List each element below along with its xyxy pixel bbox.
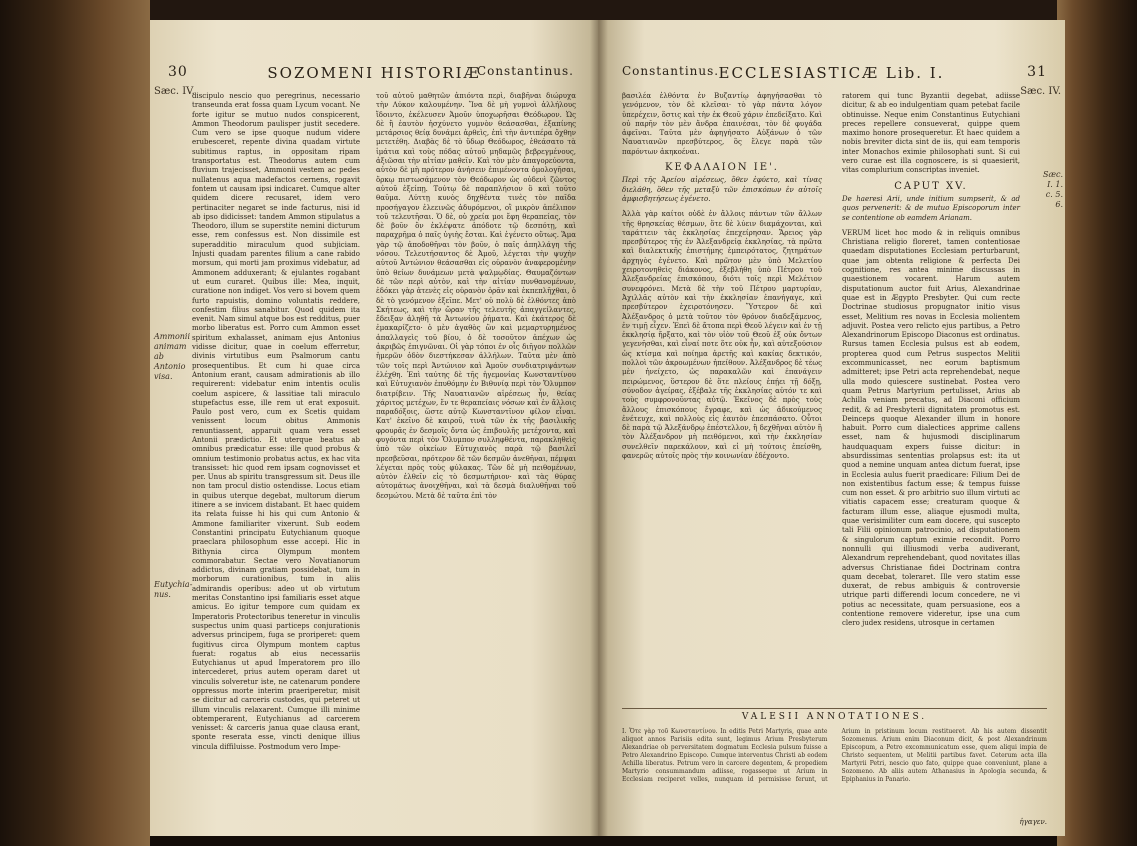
greek-chapter-heading: ΚΕΦΑΛΑΙΟΝ ΙΕ'.	[665, 162, 779, 174]
right-page	[598, 20, 1065, 836]
greek-chapter-summary: Περὶ τῆς Ἀρείου αἱρέσεως, ὅθεν ἐφύετο, καὶ τίνας διελάθη, ὅθεν τῆς μεταξὺ τῶν ἐπισκόπων ἐν αὐτοῖς ἀμφισβητήσεως ἐγένετο.	[622, 176, 822, 203]
right-latin-text-body: VERUM licet hoc modo & in reliquis omnibus Christiana religio floreret, tamen contentiosae quaedam disputationes Ecclesiam perturbarunt, quae jam obtenta religione & perfecta Dei cognitione, res antea minime discussas in quaestionem vocarent. Harum autem disputationum auctor fuit Arius, Alexandrinae quae est in Ægypto Presbyter. Qui cum recte Doctrinae studiosus propugnator initio visus esset, Melitium res novas in Ecclesia molientem adjuvit. Postea vero relicto ejus partibus, a Petro Alexandrinorum Episcopo Diaconus est ordinatus. Rursus tamen Ecclesia pulsus est ab eodem, propterea quod cum Petrus suspectos Melitii excommunicasset, nec eorum baptismum admitteret; ipse Petri acta reprehendebat, neque ulla modo quiescere sustinebat. Postea vero quam Petrus Martyrium pertulisset, Arius ab Achilla veniam precatus, ad Diaconi officium redit, & ad Presbyterii dignitatem promotus est. Deinceps quoque Alexander illum in honore habuit. Porro cum dialectices apprime callens esset, nam & hujusmodi disciplinarum haudquaquam expers fuisse dicitur: in absurdissimas sententias prolapsus est: ita ut quod a nemine unquam antea dictum fuerat, ipse in Ecclesia aulus fuerit praedicare: Filium Dei de non existentibus factum esse; & tempus fuisse cum non esset. & pro arbitrio suo illum virtuti ac vitiatis capacem esse; creaturam quoque & facturam illum esse, aliaque ejusmodi multa, quae verisimiliter cum eam docere, qui suscepto tali Filii opinionum patrocinio, ad disputationem & singulorum captum eximie recondit. Porro nonnulli qui illiusmodi verba audiverant, Alexandrum reprehendebant, quod novitates illas adversus Christianae fidei Doctrinam contra quam decebat, toleraret. Ille vero statim esse duxerat, de rebus ambiguis & controversie utrique parti differendi locum concedere, ne vi potius ac necessitate, quam persuasione, eos a contentione removere videretur, ipse una cum clero judex residens, utrosque in certamen	[842, 228, 1020, 628]
left-margin-note-2: Eutychia-nus.	[154, 580, 193, 599]
latin-chapter-heading: CAPUT XV.	[894, 180, 968, 192]
book-fore-edge-right	[1057, 0, 1137, 846]
left-running-aside: Constantinus.	[476, 64, 574, 78]
left-page-number: 30	[168, 64, 188, 80]
left-latin-column	[192, 92, 360, 752]
left-greek-text: τοῦ αὐτοῦ μαθητῶν ἀπιόντα περὶ, διαβῆναι διώρυχα τὴν Λύκον καλουμένην. Ἵνα δὲ μὴ γυμνοὶ ἀλλήλους ἴδοιντο, ἐκέλευσεν Ἀμοῦν ὑποχωρῆσαι Θεόδωρον. Ὡς δὲ ἢ ἑαυτὸν ἠσχύνετο γυμνὸν θεάσασθαι, ἐξαπίνης μετάρσιος θείᾳ δυνάμει ἀρθεὶς, ἐπὶ τὴν ἀντιπέρα ὄχθην μετετέθη. Διαβὰς δὲ τὸ ὕδωρ Θεόδωρος, ἐθεάσατο τὰ ἱμάτια καὶ τοὺς πόδας αὐτοῦ μηδαμῶς βεβρεγμένους, ἀξιῶσαι τὴν αἰτίαν μαθεῖν. Καὶ τὸν μὲν ἀπαγορεύοντα, αὐτὸν δὲ μὴ πρότερον ἀνήσειν ἐπιμένοντα ὁμολογῆσαι, ὅρκῳ πιστωσάμενον τὸν Θεόδωρον ὡς οὐδενὶ ζῶντος αὐτοῦ ἐξείπῃ. Τούτῳ δὲ παραπλήσιον ὃ καὶ τοῦτο θαῦμα. Λύττῃ κυνὸς δηχθέντα τινὲς τὸν παῖδα προσήγαγον ἐλεεινῶς ἀδυρόμενοι, οἳ μικρὸν ἀπέλιπον τοῦ τελευτῆσαι. Ὁ δὲ, οὐ χρεία μοι ἔφη θεραπείας, τὸν δὲ βοῦν ὃν ἐκλέψατε ἀπόδοτε τῷ δεσπότῃ, καὶ παραχρῆμα ὁ παῖς ὑγιὴς ἔσται. Καὶ ἐγένετο οὕτως. Ἅμα γὰρ τῷ ἀποδοθῆναι τὸν βοῦν, ὁ παῖς ἀπηλλάγη τῆς νόσου. Τελευτήσαντος δὲ Ἀμοῦ, λέγεται τὴν ψυχὴν αὐτοῦ Ἀντώνιον θεάσασθαι εἰς οὐρανὸν ἀναφερομένην ὑπὸ θείων δυνάμεων μετὰ ψαλμῳδίας. Θαυμαζόντων δὲ τῶν περὶ αὐτὸν, καὶ τὴν αἰτίαν πυνθανομένων, ἐδόκει γὰρ ἀτενὲς εἰς οὐρανὸν ὁρᾶν καὶ ἐκπεπλῆχθαι, ὁ δὲ τὸ γενόμενον ἐξεῖπε. Μετ' οὐ πολὺ δὲ ἐλθόντες ἀπὸ Σκήτεως, καὶ τὴν ὥραν τῆς τελευτῆς ἀπαγγείλαντες, ἔδειξαν ἀληθῆ τὰ Ἀντωνίου ῥήματα. Καὶ ἑκάτερος δὲ ἐμακαρίζετο· ὁ μὲν ἀγαθὸς ὢν καὶ μεμαρτυρημένος ἀπαλλαγεὶς τοῦ βίου, ὁ δὲ τοσοῦτον ἀπέχων ὡς ἀκριβῶς ἐπιγνῶναι. Οἱ γὰρ τόποι ἐν οἷς διῆγον πολλῶν ἡμερῶν ὁδὸν διεστήκεσαν ἀλλήλων. Ταῦτα μὲν ἀπὸ τῶν τοῖς περὶ Ἀντώνιον καὶ Ἀμοῦν συνδιατριψάντων ἐλέχθη. Ἐπὶ ταύτης δὲ τῆς ἡγεμονίας Κωνσταντίνου καὶ Εὐτυχιανὸν ἐπυθόμην ἐν Βιθυνίᾳ περὶ τὸν Ὄλυμπον διατρίβειν. Τῆς Ναυατιανῶν αἱρέσεως ἦν, θείας χάριτος μετέχων, ἔν τε θεραπείαις νόσων καὶ ἐν ἄλλοις παραδόξοις, ὥστε αὐτῷ Κωνσταντῖνον φίλον εἶναι. Κατ' ἐκεῖνο δὲ καιροῦ, τινὰ τῶν ἐκ τῆς βασιλικῆς φρουρᾶς ἐν δεσμοῖς ὄντα ὡς ἐπιβουλῆς μετέχοντα, καὶ φυγόντα περὶ τὸν Ὄλυμπον συλληφθέντα, παρακληθεὶς ὑπὸ τῶν οἰκείων Εὐτυχιανὸς παρὰ τῷ βασιλεῖ πρεσβεῦσαι, πρότερον δὲ τῶν δεσμῶν ἀνεθῆναι, πέμψαι λέγεται πρὸς τοὺς φύλακας. Τῶν δὲ μὴ πειθομένων, αὐτὸν ἐλθεῖν εἰς τὸ δεσμωτήριον· καὶ τὰς θύρας αὐτομάτως ἀνοιχθῆναι, καὶ τὰ δεσμὰ διαλυθῆναι τοῦ δεσμώτου. Μετὰ δὲ ταῦτα ἐπὶ τὸν	[376, 92, 576, 500]
notes-divider	[622, 708, 1047, 709]
right-greek-text-top: βασιλέα ἐλθόντα ἐν Βυζαντίῳ ἀφηγήσασθαι τὸ γενόμενον, τὸν δὲ κλεῖσαι· τὸ γὰρ πάντα λόγον ὑπερέχειν, ὅστις καὶ τὴν ἐκ Θεοῦ χάριν ἐπεδείξατο. Καὶ οὐ παρῆν τὸν μὲν ἄνδρα ἐπαινέσαι, τὸν δὲ φυγάδα ἀφεῖναι. Ταῦτα μὲν ἀφηγήσατο Αὐξάνων ὁ τῶν Ναυατιανῶν πρεσβύτερος, ὃς ἔλεγε παρὰ τῶν παρόντων ἀκηκοέναι.	[622, 92, 822, 156]
right-running-title: ECCLESIASTICÆ Lib. I.	[718, 64, 945, 82]
left-greek-column	[376, 92, 576, 501]
right-margin-note-1: Sæc. I. 1. c. 5. 6.	[1042, 170, 1063, 209]
right-latin-column	[842, 92, 1020, 629]
left-margin-note-1: Ammonii animam ab Antonio visa.	[154, 332, 191, 381]
right-greek-text-body: Ἀλλὰ γὰρ καίτοι οὐδὲ ἐν ἄλλοις πάντων τῶν ἄλλων τῆς θρησκείας θέσμων, ὅτε δὲ λύειν διαμάχονται, καὶ ταράττειν τὰς ἐκκλησίας ἐπεχείρησαν. Ἄρειος γὰρ πρεσβύτερος τῆς ἐν Ἀλεξανδρείᾳ ἐκκλησίας, τὰ πρῶτα καὶ διαλεκτικῆς ἐπιστήμης ἐμπειρότατος, ζητημάτων ἀρχηγὸς ἐγένετο. Καὶ πρῶτον μὲν ὑπὸ Μελετίου χειροτονηθεὶς διάκονος, ἐξεβλήθη ὑπὸ Πέτρου τοῦ Ἀλεξανδρείας ἐπισκόπου, διότι τοῖς περὶ Μελέτιον συνεφρόνει. Μετὰ δὲ τὴν τοῦ Πέτρου μαρτυρίαν, Ἀχιλλᾶς αὐτὸν καὶ τὴν ἐκκλησίαν ἐπανήγαγε, καὶ πρεσβύτερον ἐχειροτόνησεν. Ὕστερον δὲ καὶ Ἀλέξανδρος ὁ μετὰ τοῦτον τὸν θρόνον διαδεξάμενος, ἐν τιμῇ εἶχεν. Ἐπεὶ δὲ ἄτοπα περὶ Θεοῦ λέγειν καὶ ἐν τῇ ἐκκλησίᾳ ἤρξατο, καὶ τὸν υἱὸν τοῦ Θεοῦ ἐξ οὐκ ὄντων γεγενῆσθαι, καὶ εἶναί ποτε ὅτε οὐκ ἦν, καὶ αὐτεξούσιον ὡς κτίσμα καὶ ποίημα ἀρετῆς καὶ κακίας δεκτικόν, πολλοὶ τῶν ἀκροωμένων ἠπείθουν. Ἀλέξανδρος δὲ τέως μὲν ἠνείχετο, ὡς παρακαλῶν καὶ ἐπανάγειν πειρώμενος, ὕστερον δὲ ὅτε πλείους ἐπῄει τῇ δόξῃ, σύνοδον ἀγείρας, ἐξέβαλε τῆς ἐκκλησίας αὐτόν τε καὶ τοὺς συμφρονοῦντας αὐτῷ. Ἐκεῖνος δὲ πρὸς τοὺς ἄλλους ἐπισκόπους ἔγραφε, καὶ ὡς ἀδικούμενος ἐνέτευχε, καὶ πολλοὺς εἰς ἑαυτὸν ἐπεσπάσατο. Οὗτοι δὲ παρὰ τῷ Ἀλεξάνδρῳ ἐπέστελλον, ἢ δεχθῆναι αὐτὸν ἢ τὸν Ἀλέξανδρον μὴ πειθόμενοι, καὶ τὴν ἐκκλησίαν συνελθεῖν παρεκάλουν, καὶ εἰ μὴ τούτοις ἐπείσθη, φανερῶς αὐτοῖς πρὸς τὴν κοινωνίαν ἐδέχοντο.	[622, 210, 822, 460]
left-page	[150, 20, 598, 836]
notes-heading: VALESII ANNOTATIONES.	[741, 712, 928, 722]
left-latin-text: discipulo nescio quo peregrinus, necessario transeunda erat fossa quam Lycum vocant. Ne forte igitur se mutuo nudos conspicerent, Ammon Theodorum paulisper justit secedere. Cum vero se ipse quoque nudum videre erubesceret, repente divina quadam virtute subitimus raptus, in oppositam ripam transportatus est. Theodorus autem cum fluvium trajecisset, Ammonii vestem ac pedes nullatenus aqua madefactos cernens, rogavit fontem ut causam ipsi indicaret. Cumque alter quidem dicere recusaret, idem vero pertinaciter negaret se inde facturus, nisi id ab ipso didicisset: tandem Ammon stipulatus a Theodoro, illum se superstite nemini dicturum esse, rem confessus est. Non dissimile est superadditio miraculum quod subjiciam. Injusti quadam parentes filium a cane rabido morsum, qui morti jam proximus videbatur, ad Ammonem adduxerant; & ejulantes rogabant ut eum curaret. Quibus ille: Mea, inquit, curatione non indiget. Vos vero si bovem quem furto rapuistis, domino voluntatis reddere, confestim filius sanabitur. Quod quidem ita evenit. Nam simul atque bos est redditus, puer morbo liberatus est. Porro cum Ammon esset spiritum exhalasset, animam ejus Antonius vidisse dicitur, quae in coelum efferretur, divinis virtutibus eum Psalmorum cantu prosequentibus. Et cum hi quae circa Antonium erant, causam admirationis ab illo requirerent: videbatur enim intentis oculis coelum aspicere, & lassitiae tali miraculo stupefactus esse, ille rem ut erat exposuit. Paulo post vero, cum ex Scetis quidam venissent locum obitus Ammonis renuntiassent, apparuit quam vera esset Antonii prædictio. Et uterque beatus ab omnibus prædicatur esse: ille quod probus & omnium testimonio probatus actus, ex hac vita transisset: hic quod rem ipsam cognovisset et per. Unus ab spiritu transgressum sit. Deus ille non tam procul distio ostendisse. Locus etiam in quibus uterque degebat, multorum dierum itinere a se invicem distabant. Et haec quidem ita relata fuisse hi his qui cum Antonio & Ammone familiariter vixerunt. Sub eodem Constantini principatu Eutychianum quoque praeclara philosophum esse accepi. Hic in Bithynia circa Olympum montem commorabatur. Sectae vero Novatianorum addictus, divinam gratiam possidebat, tum in morborum curationibus, tum in aliis admirandis operibus: adeo ut ob virtutum meritas Constantino ipsi familiaris esset atque amicus. Eo igitur tempore cum quidam ex Imperatoris Protectoribus teneretur in vinculis suspectus unim quasi particeps conjurationis adversus principem, fuga se proriperet: quem fugitivus circa Olympum montem captus fuerat: rogatus ab eius necessariis Eutychianus ut apud Imperatorem pro illo intercederet, prius autem operam daret ut vinculis solveretur iste, ne catenarum pondere oppressus morte interim praeriperetur, misit se dicitur ad carceris custodes, qui peteret ut illum vinculis relaxarent. Cumque illi minime obtemperarent, Eutychianus ad carcerem venisset: & carceris janua quae clausa erant, sponte reserata esse, vincti denique illius vincula diffiluisse. Postmodum vero Impe-	[192, 92, 360, 751]
right-section-marker: Sæc. IV.	[1020, 86, 1061, 97]
left-running-title: SOZOMENI HISTORIÆ	[267, 64, 481, 82]
open-book	[150, 20, 1065, 836]
left-section-marker: Sæc. IV.	[154, 86, 195, 97]
catchword: ἠγαγεν.	[1019, 818, 1047, 826]
book-fore-edge-left	[0, 0, 150, 846]
annotations-text: I. Ὅτε γὰρ τοῦ Κωνσταντίνου. In editis Petri Martyris, quae ante aliquot annos Parisiis edita sunt, legimus Arium Presbyterum Alexandriae ob perversitatem dogmatum Ecclesia pulsum fuisse a Petro Alexandrino Episcopo. Cumque interventus Christi ab eodem Achilla liberatus. Petrum vero in carcere degentem, & propediem Martyrio consummandum adiisse, rogasseque ut Arium in Ecclesiam reciperet velles, nunquam id permisisse ferunt, ut Arium in pristinum locum restitueret. Ab his autem dissentit Sozomenus. Arium enim Diaconum dicit, & post Alexandrinum Episcopum, a Petro excommunicatum esse, quem aliqui impia de Christo sequentem, ut Melitii partibus favet. Ceterum acta illa Martyrii Petri, nescio quo fato, quippe quae conveniunt, plane a Sozomeno. Ab aliis autem Athanasius in Apologia secunda, & Epiphanius in Panario.	[622, 728, 1047, 783]
right-greek-column	[622, 92, 822, 461]
right-latin-text-top: ratorem qui tunc Byzantii degebat, adiisse dicitur, & ab eo indulgentiam quam petebat facile obtinuisse. Neque enim Constantinus Eutychiani preces repellere consueverat, quippe quem maximo honore prosequeretur. Et haec quidem a nobis breviter dicta sint de iis, qui eam temporis inter Monachos eximie philosophati sunt. Si cui vero curae est illa cognoscere, is si quaesierit, vitas complurium conscriptas inveniet.	[842, 92, 1020, 175]
left-running-head	[168, 64, 580, 88]
latin-chapter-summary: De haeresi Arii, unde initium sumpserit, & ad quos pervenerit: & de mutuo Episcoporum inter se contentione ob eamdem Arianam.	[842, 194, 1020, 222]
right-page-number: 31	[1027, 64, 1047, 80]
right-running-left: Constantinus.	[622, 64, 720, 78]
book-gutter	[590, 20, 608, 836]
right-running-head	[616, 64, 1047, 88]
